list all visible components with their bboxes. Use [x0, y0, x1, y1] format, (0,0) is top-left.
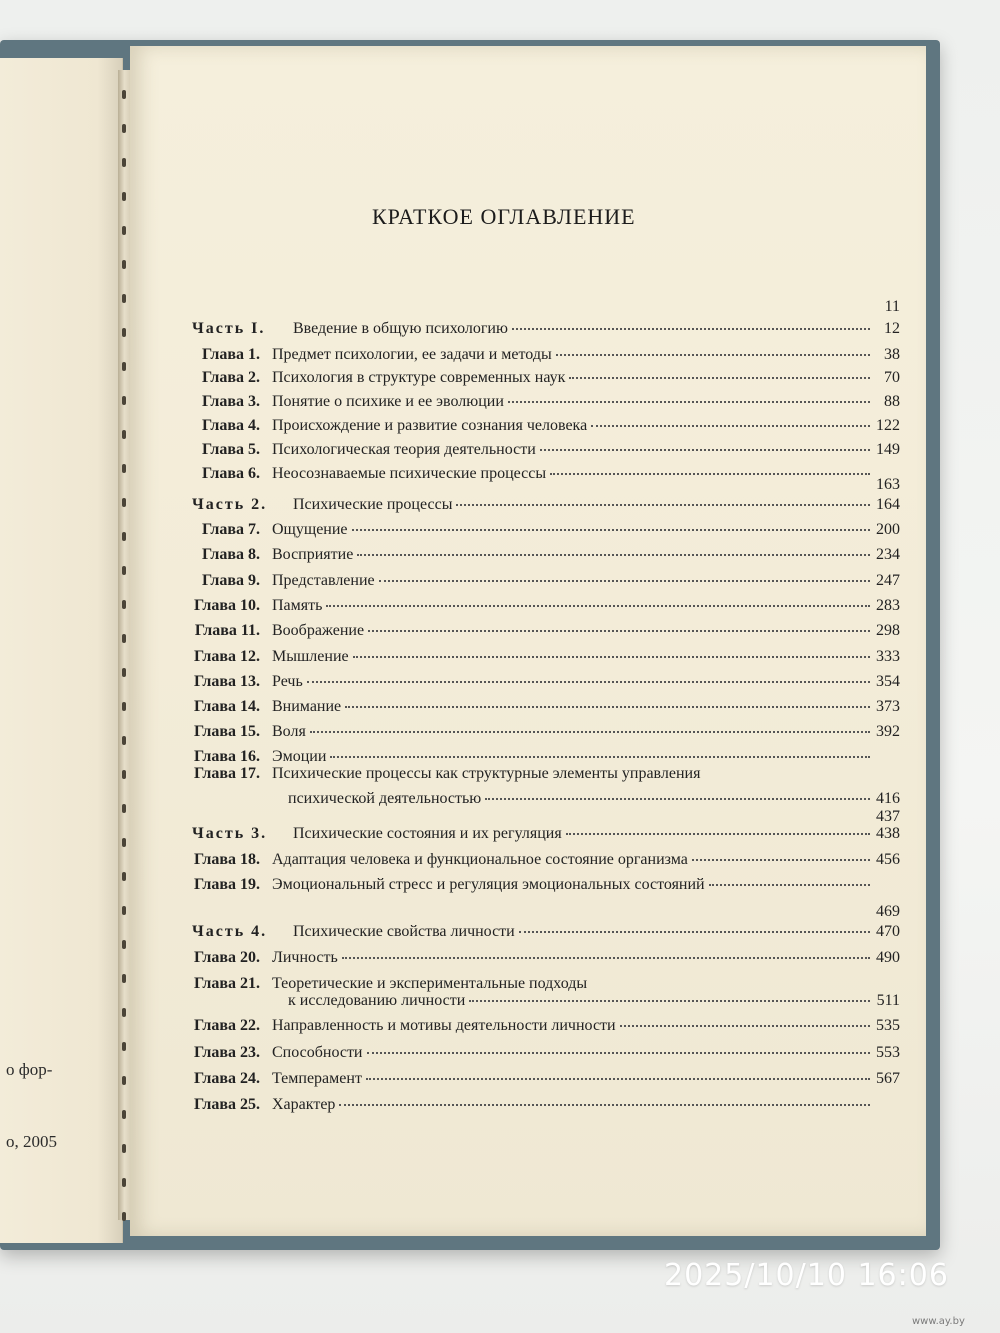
- toc-chapter-title: Темперамент: [272, 1070, 362, 1087]
- toc-chapter-label: [190, 393, 504, 411]
- toc-part-title: Психические процессы: [293, 496, 453, 513]
- toc-chapter-label: [190, 673, 303, 691]
- stitch-mark: [122, 974, 126, 983]
- stitch-mark: [122, 770, 126, 779]
- stitch-mark: [122, 940, 126, 949]
- toc-leader: [508, 401, 870, 403]
- toc-leader: [569, 377, 870, 379]
- toc-part-label: [192, 496, 452, 514]
- toc-chapter-title: Внимание: [272, 698, 342, 715]
- toc-chapter-page: 456: [876, 851, 900, 868]
- toc-chapter-title: Мышление: [272, 648, 349, 665]
- stitch-mark: [122, 668, 126, 677]
- site-watermark: www.ay.by: [912, 1316, 965, 1327]
- toc-chapter-number: Глава 7.: [202, 521, 260, 538]
- toc-chapter-page: 416: [876, 790, 900, 807]
- toc-part-intro-page: 437: [876, 808, 900, 825]
- toc-chapter-page: 373: [876, 698, 900, 715]
- toc-chapter-label: [190, 622, 364, 640]
- toc-leader: [566, 833, 870, 835]
- toc-leader: [353, 656, 870, 658]
- toc-part-number: Часть I.: [192, 320, 266, 337]
- toc-chapter-page: 149: [876, 441, 900, 458]
- toc-chapter-row: [190, 393, 900, 411]
- toc-part-intro-page: 469: [876, 903, 900, 920]
- toc-chapter-title: Понятие о психике и ее эволюции: [272, 393, 504, 410]
- toc-leader: [339, 1104, 870, 1106]
- toc-chapter-title: Воображение: [272, 622, 365, 639]
- stitch-mark: [122, 260, 126, 269]
- toc-chapter-number: Глава 19.: [194, 876, 260, 893]
- toc-chapter-number: Глава 9.: [202, 572, 260, 589]
- stitch-mark: [122, 1042, 126, 1051]
- toc-chapter-number: Глава 22.: [194, 1017, 260, 1034]
- toc-chapter-title: Восприятие: [272, 546, 354, 563]
- toc-chapter-title: Неосознаваемые психические процессы: [272, 465, 547, 482]
- toc-chapter-title: Ощущение: [272, 521, 348, 538]
- toc-chapter-number: Глава 4.: [202, 417, 260, 434]
- toc-chapter-row: [190, 546, 900, 564]
- stitch-mark: [122, 1212, 126, 1221]
- toc-chapter-title: Эмоции: [272, 748, 327, 765]
- toc-chapter-number: Глава 20.: [194, 949, 260, 966]
- toc-chapter-page: 88: [884, 393, 900, 410]
- toc-part-number: Часть 4.: [192, 923, 268, 940]
- toc-part-title: Психические свойства личности: [293, 923, 515, 940]
- toc-part-title: Введение в общую психологию: [293, 320, 508, 337]
- toc-chapter-title: Предмет психологии, ее задачи и методы: [272, 346, 552, 363]
- toc-chapter-page: 490: [876, 949, 900, 966]
- toc-leader: [512, 328, 870, 330]
- toc-chapter-row: [190, 949, 900, 967]
- toc-chapter-row: [190, 521, 900, 539]
- toc-chapter-page: 234: [876, 546, 900, 563]
- toc-chapter-row: [190, 1070, 900, 1088]
- toc-chapter-label: [190, 1096, 335, 1114]
- toc-leader: [550, 473, 870, 475]
- toc-chapter-number: Глава 13.: [194, 673, 260, 690]
- toc-chapter-row: [190, 572, 900, 590]
- toc-chapter-row: [190, 1044, 900, 1062]
- toc-chapter-page: 298: [876, 622, 900, 639]
- stitch-mark: [122, 430, 126, 439]
- toc-chapter-title: Речь: [272, 673, 303, 690]
- toc-chapter-label: [190, 521, 348, 539]
- toc-part-page: 12: [884, 320, 900, 337]
- toc-leader: [485, 798, 870, 800]
- toc-chapter-page: 70: [884, 369, 900, 386]
- toc-chapter-number: Глава 3.: [202, 393, 260, 410]
- toc-chapter-number: Глава 24.: [194, 1070, 260, 1087]
- toc-leader: [345, 706, 870, 708]
- toc-chapter-row: [190, 723, 900, 741]
- toc-chapter-number: Глава 16.: [194, 748, 260, 765]
- toc-chapter-title: Память: [272, 597, 323, 614]
- toc-chapter-page: 38: [884, 346, 900, 363]
- toc-chapter-row: [190, 673, 900, 691]
- toc-leader: [709, 884, 870, 886]
- toc-part-row: [192, 320, 900, 338]
- toc-part-row: [192, 923, 900, 941]
- toc-chapter-page: 122: [876, 417, 900, 434]
- toc-title: КРАТКОЕ ОГЛАВЛЕНИЕ: [372, 204, 636, 229]
- toc-chapter-row: [190, 346, 900, 364]
- toc-leader: [379, 580, 870, 582]
- toc-leader: [366, 1078, 870, 1080]
- toc-chapter-title: Представление: [272, 572, 375, 589]
- stitch-mark: [122, 736, 126, 745]
- toc-chapter-title: Направленность и мотивы деятельности личности: [272, 1017, 616, 1034]
- toc-chapter-label: [190, 851, 688, 869]
- toc-chapter-number: Глава 15.: [194, 723, 260, 740]
- stitch-mark: [122, 1144, 126, 1153]
- toc-leader: [456, 504, 870, 506]
- toc-chapter-page: 392: [876, 723, 900, 740]
- toc-leader: [591, 425, 870, 427]
- toc-leader: [540, 449, 870, 451]
- stitch-mark: [122, 396, 126, 405]
- toc-leader: [330, 756, 870, 758]
- toc-chapter-title: Психологическая теория деятельности: [272, 441, 536, 458]
- toc-leader: [692, 859, 870, 861]
- stitch-mark: [122, 702, 126, 711]
- toc-chapter-label: [190, 723, 306, 741]
- toc-part-label: [192, 825, 562, 843]
- toc-chapter-title: Характер: [272, 1096, 336, 1113]
- toc-chapter-page: 200: [876, 521, 900, 538]
- toc-part-page: 164: [876, 496, 900, 513]
- toc-chapter-page: 567: [876, 1070, 900, 1087]
- toc-chapter-row: [190, 622, 900, 640]
- toc-chapter-label: [190, 417, 587, 435]
- toc-leader: [357, 554, 870, 556]
- toc-chapter-label: [190, 949, 338, 967]
- stitch-mark: [122, 1008, 126, 1017]
- toc-leader: [352, 529, 870, 531]
- toc-chapter-row: [190, 1017, 900, 1035]
- toc-chapter-row: [190, 369, 900, 387]
- toc-chapter-number: Глава 2.: [202, 369, 260, 386]
- toc-chapter-label: [190, 648, 349, 666]
- stitch-mark: [122, 532, 126, 541]
- toc-leader: [556, 354, 870, 356]
- toc-chapter-title: Психология в структуре современных наук: [272, 369, 566, 386]
- toc-leader: [326, 605, 870, 607]
- toc-chapter-number: Глава 12.: [194, 648, 260, 665]
- toc-chapter-row: [190, 975, 790, 993]
- toc-chapter-row-cont: [288, 992, 900, 1010]
- toc-chapter-number: Глава 23.: [194, 1044, 260, 1061]
- toc-chapter-row: [190, 465, 900, 483]
- stitch-mark: [122, 362, 126, 371]
- stitch-mark: [122, 464, 126, 473]
- toc-part-title: Психические состояния и их регуляция: [293, 825, 562, 842]
- stitch-mark: [122, 158, 126, 167]
- toc-chapter-title: Эмоциональный стресс и регуляция эмоциональных состояний: [272, 876, 705, 893]
- toc-leader: [310, 731, 870, 733]
- stitch-mark: [122, 872, 126, 881]
- toc-chapter-title: Личность: [272, 949, 338, 966]
- toc-part-intro-page: 11: [884, 298, 900, 315]
- toc-chapter-title: Воля: [272, 723, 306, 740]
- toc-part-row: [192, 496, 900, 514]
- toc-chapter-title-cont: психической деятельностью: [288, 790, 482, 807]
- toc-chapter-number: Глава 10.: [194, 597, 260, 614]
- stitch-mark: [122, 804, 126, 813]
- stitch-mark: [122, 906, 126, 915]
- stitch-mark: [122, 1076, 126, 1085]
- toc-chapter-page: 247: [876, 572, 900, 589]
- stitch-mark: [122, 838, 126, 847]
- toc-chapter-label: [190, 1044, 363, 1062]
- toc-chapter-row: [190, 417, 900, 435]
- toc-chapter-title: Психические процессы как структурные элементы управления: [272, 765, 701, 782]
- toc-chapter-row-cont: [288, 790, 900, 808]
- stitch-mark: [122, 328, 126, 337]
- toc-chapter-number: Глава 25.: [194, 1096, 260, 1113]
- toc-chapter-row: [190, 876, 900, 894]
- toc-part-number: Часть 2.: [192, 496, 268, 513]
- toc-part-label: [192, 923, 515, 941]
- toc-chapter-row: [190, 765, 790, 783]
- toc-chapter-page: 535: [876, 1017, 900, 1034]
- toc-chapter-page: 354: [876, 673, 900, 690]
- toc-chapter-page: 283: [876, 597, 900, 614]
- toc-chapter-number: Глава 21.: [194, 975, 260, 992]
- toc-chapter-number: Глава 1.: [202, 346, 260, 363]
- toc-chapter-label: [190, 597, 322, 615]
- toc-chapter-number: Глава 17.: [194, 765, 260, 782]
- toc-leader: [620, 1025, 870, 1027]
- photo-timestamp: 2025/10/10 16:06: [664, 1258, 949, 1293]
- toc-leader: [368, 630, 870, 632]
- toc-chapter-label: [190, 765, 700, 783]
- toc-chapter-label: [190, 748, 326, 766]
- toc-chapter-row: [190, 597, 900, 615]
- toc-part-number: Часть 3.: [192, 825, 268, 842]
- stitch-mark: [122, 294, 126, 303]
- toc-part-row: [192, 825, 900, 843]
- toc-chapter-label: [190, 1017, 616, 1035]
- toc-chapter-title: Адаптация человека и функциональное состояние организма: [272, 851, 688, 868]
- toc-leader: [519, 931, 870, 933]
- toc-part-page: 438: [876, 825, 900, 842]
- toc-chapter-row: [190, 1096, 900, 1114]
- stitch-mark: [122, 124, 126, 133]
- toc-chapter-label: [190, 465, 546, 483]
- toc-chapter-label: [190, 1070, 362, 1088]
- stitch-mark: [122, 634, 126, 643]
- toc-leader: [367, 1052, 871, 1054]
- toc-chapter-number: Глава 11.: [194, 622, 260, 639]
- toc-chapter-row: [190, 698, 900, 716]
- stitch-mark: [122, 1178, 126, 1187]
- toc-chapter-title: Теоретические и экспериментальные подходы: [272, 975, 588, 992]
- toc-chapter-row: [190, 441, 900, 459]
- toc-chapter-page: 553: [876, 1044, 900, 1061]
- toc-chapter-title: Происхождение и развитие сознания человека: [272, 417, 588, 434]
- toc-chapter-row: [190, 851, 900, 869]
- toc-chapter-page: 333: [876, 648, 900, 665]
- stitch-mark: [122, 600, 126, 609]
- toc-chapter-number: Глава 18.: [194, 851, 260, 868]
- toc-chapter-label: [190, 546, 353, 564]
- stitch-mark: [122, 1110, 126, 1119]
- toc-chapter-label: [190, 572, 375, 590]
- toc-leader: [342, 957, 870, 959]
- toc-chapter-title-cont: к исследованию личности: [288, 992, 466, 1009]
- toc-chapter-row: [190, 748, 900, 766]
- stitch-mark: [122, 498, 126, 507]
- toc-chapter-number: Глава 6.: [202, 465, 260, 482]
- toc-part-page: 470: [876, 923, 900, 940]
- toc-chapter-number: Глава 8.: [202, 546, 260, 563]
- toc-chapter-label: [190, 369, 565, 387]
- toc-chapter-label: [190, 975, 587, 993]
- stitch-mark: [122, 192, 126, 201]
- toc-chapter-label: [190, 346, 552, 364]
- toc-chapter-number: Глава 5.: [202, 441, 260, 458]
- toc-leader: [307, 681, 870, 683]
- toc-chapter-page: 511: [876, 992, 900, 1009]
- left-page: [0, 58, 123, 1243]
- toc-chapter-label: [190, 441, 536, 459]
- toc-part-intro-page: 163: [876, 476, 900, 493]
- toc-part-label: [192, 320, 508, 338]
- toc-chapter-label: [190, 876, 705, 894]
- toc-chapter-number: Глава 14.: [194, 698, 260, 715]
- stitch-mark: [122, 226, 126, 235]
- stitch-mark: [122, 90, 126, 99]
- toc-chapter-label: [190, 698, 341, 716]
- toc-chapter-row: [190, 648, 900, 666]
- toc-chapter-title: Способности: [272, 1044, 363, 1061]
- left-page-fragment: о фор-: [6, 1060, 53, 1079]
- toc-leader: [469, 1000, 870, 1002]
- left-page-fragment: о, 2005: [6, 1132, 57, 1151]
- stitch-mark: [122, 566, 126, 575]
